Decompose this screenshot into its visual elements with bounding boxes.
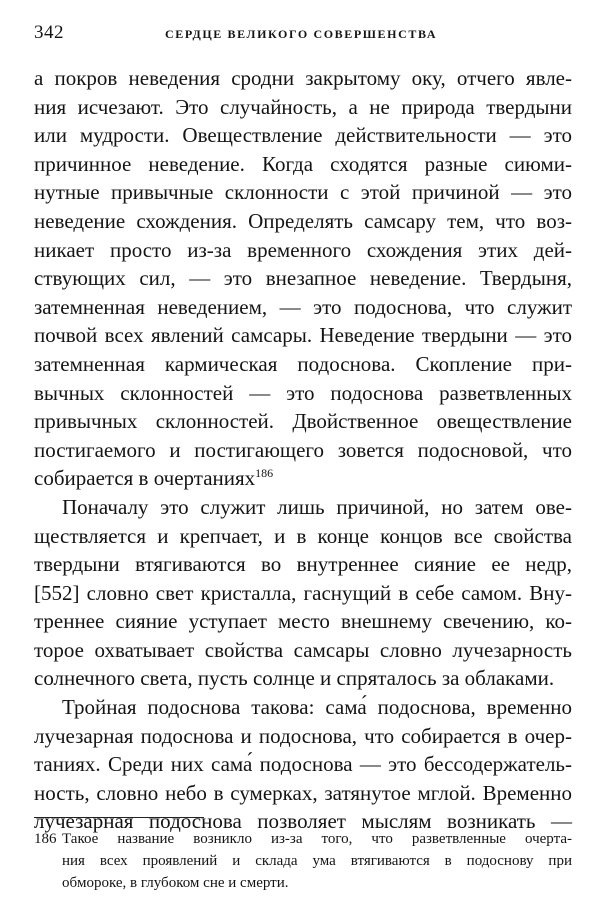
text-line: ществляется и крепчает, и в конце концов все свойства <box>34 523 572 548</box>
text-line: почвой всех явлений самсары. Неведение твердыни — это <box>34 323 572 348</box>
text-line: таниях. Среди них сама́ подоснова — это бессодержатель- <box>34 752 572 777</box>
text-line: Тройная подоснова такова: сама́ подоснова, временно <box>62 695 572 720</box>
body-text <box>34 64 572 836</box>
footnote-line: ния всех проявлений и склада ума втягиваются в подоснову при <box>62 853 572 869</box>
text-line: никает просто из-за временного схождения этих дей- <box>34 237 572 262</box>
text-line: неведение схождения. Определять самсару тем, что воз- <box>34 208 572 233</box>
footnote <box>34 828 572 894</box>
footnote-number: 186 <box>34 831 57 847</box>
text-line: лучезарная подоснова позволяет мыслям возникать — <box>34 809 572 834</box>
text-line: или мудрости. Овеществление действительности — это <box>34 123 572 148</box>
text-line-last <box>34 464 572 493</box>
text-line: солнечного света, пусть солнце и спряталось за облаками. <box>34 666 555 691</box>
footnote-text: Такое название возникло из-за того, что разветвленные очерта- <box>62 831 572 847</box>
text-line: [552] словно свет кристалла, гаснущий в себе самом. Вну- <box>34 580 572 605</box>
footnote-line: обмороке, в глубоком сне и смерти. <box>62 875 289 891</box>
text-line: ствующих сил, — это внезапное неведение. Твердыня, <box>34 266 572 291</box>
text-line: затемненная неведением, — это подоснова, что служит <box>34 294 572 319</box>
text-line: Поначалу это служит лишь причиной, но затем ове- <box>62 494 572 519</box>
text-line: треннее сияние уступает место внешнему свечению, ко- <box>34 609 572 634</box>
footnote-line <box>34 828 572 850</box>
text-line: а покров неведения сродни закрытому оку, отчего явле- <box>34 66 572 90</box>
footnote-reference[interactable]: 186 <box>255 466 274 481</box>
page-header <box>34 22 574 48</box>
text-line: нутные привычные склонности с этой причиной — это <box>34 180 572 205</box>
text-line: лучезарная подоснова и подоснова, что собирается в очер- <box>34 723 572 748</box>
text-line: вычных склонностей — это подоснова разветвленных <box>34 380 572 405</box>
text-line: затемненная кармическая подоснова. Скопление при- <box>34 351 572 376</box>
text-line: привычных склонностей. Двойственное овеществление <box>34 409 572 434</box>
text-span: собирается в очертаниях <box>34 466 256 491</box>
text-line: ния исчезают. Это случайность, а не природа твердыни <box>34 94 572 119</box>
text-line: твердыни втягиваются во внутреннее сияние ее недр, <box>34 552 572 577</box>
footnote-divider <box>34 817 204 818</box>
text-line: причинное неведение. Когда сходятся разные сиюми- <box>34 151 572 176</box>
page-number: 342 <box>34 22 64 43</box>
text-line: ность, словно небо в сумерках, затянутое мглой. Временно <box>34 780 572 805</box>
text-line: постигаемого и постигающего зовется подосновой, что <box>34 437 572 462</box>
running-title: СЕРДЦЕ ВЕЛИКОГО СОВЕРШЕНСТВА <box>165 27 438 41</box>
text-line: торое охватывает свойства самсары словно лучезарность <box>34 637 572 662</box>
